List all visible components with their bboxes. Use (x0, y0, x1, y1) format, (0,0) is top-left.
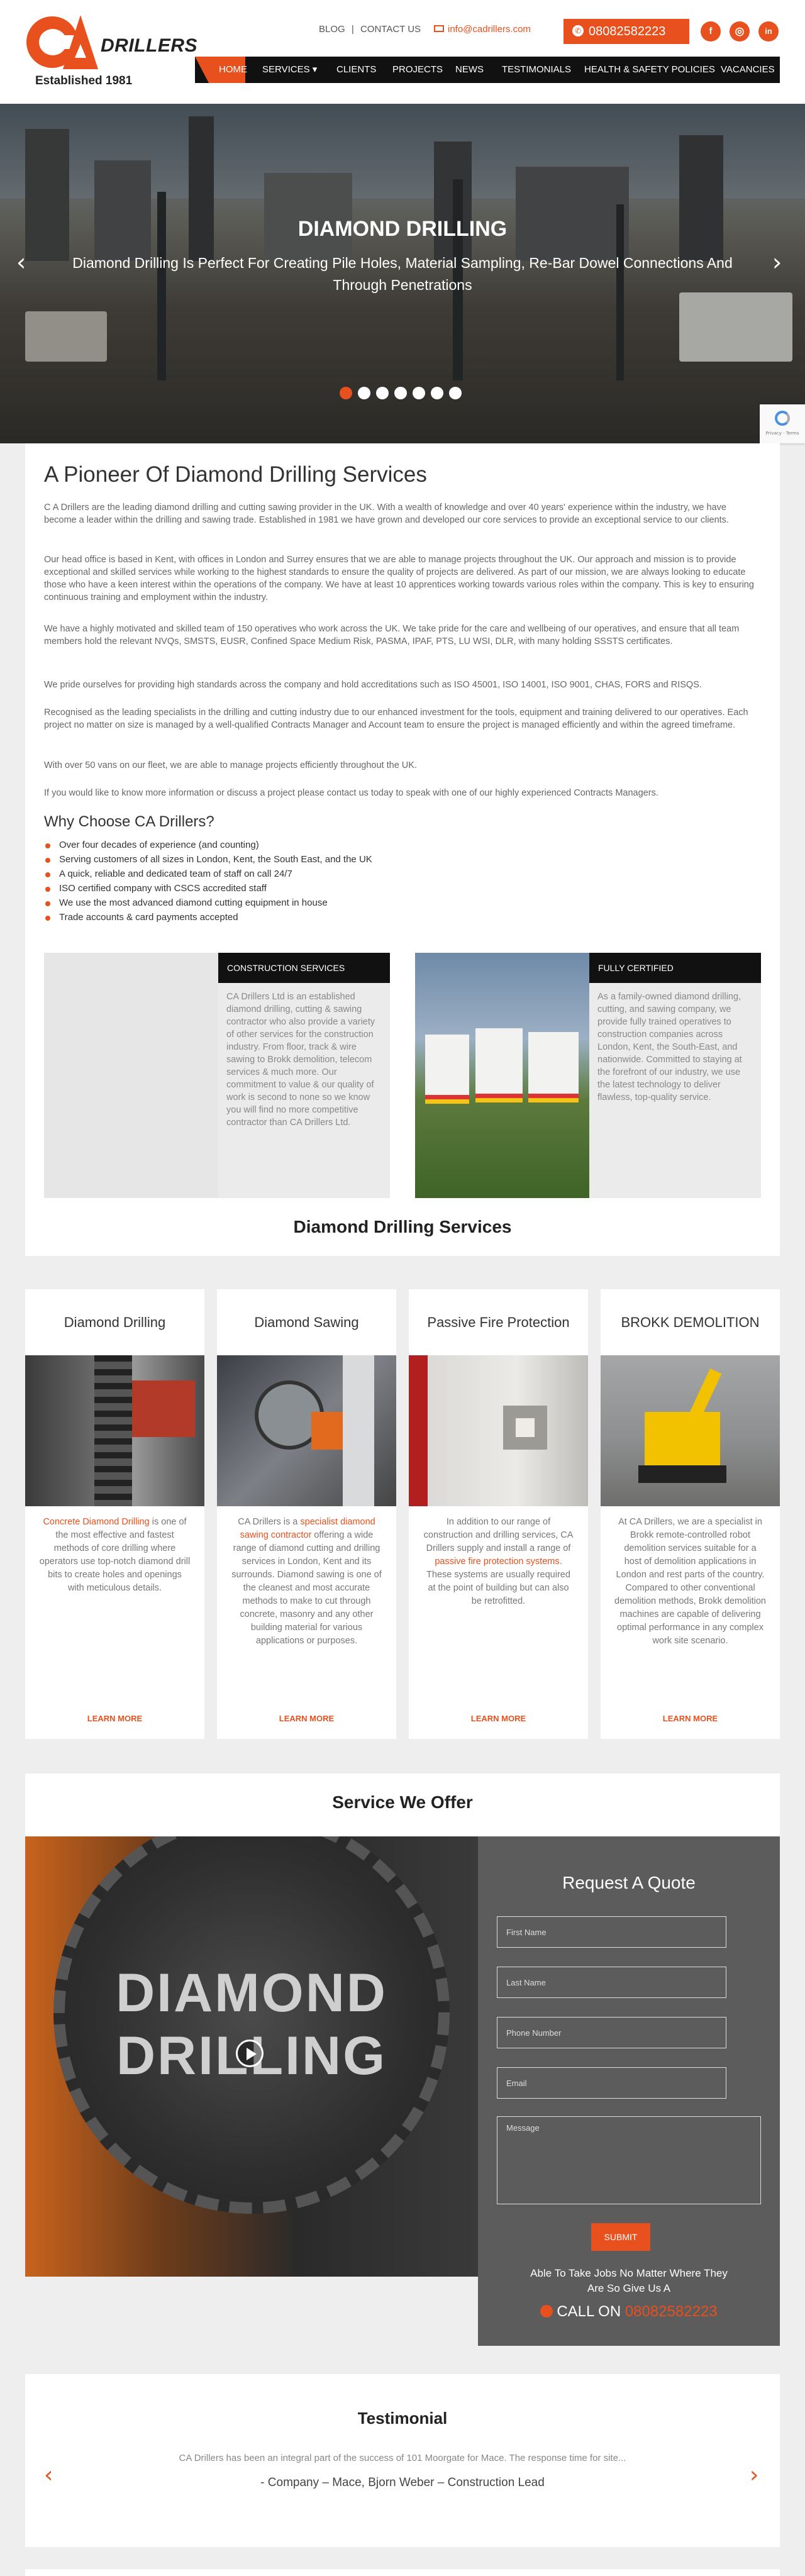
service-title: Diamond Drilling (64, 1314, 166, 1330)
intro-paragraph-5: Recognised as the leading specialists in the drilling and cutting industry due to our enhanced investment for the tools, equipment and training delivered to our operatives. Each project no matter on size is managed by a well-qualified Contracts Manager and Account team to ensure the project is managed efficiently and within the agreed timeframe. (44, 708, 748, 730)
service-description: At CA Drillers, we are a specialist in Brokk remote-controlled robot demolition services suitable for a host of demolition applications in London and rest parts of the country. Compared to other conventional demolition methods, Brokk demolition machines are capable of delivering optimal performance in any complex work site scenario. (614, 1517, 766, 1646)
logo-wordmark: DRILLERS (101, 35, 197, 56)
email-address: info@cadrillers.com (448, 24, 531, 35)
intro-title: A Pioneer Of Diamond Drilling Services (44, 462, 427, 487)
ca-drillers-logo[interactable] (26, 13, 197, 94)
list-item: Trade accounts & card payments accepted (44, 912, 372, 926)
facebook-icon[interactable]: f (701, 21, 721, 42)
list-item: ISO certified company with CSCS accredited staff (44, 883, 372, 897)
services-heading: Diamond Drilling Services (293, 1217, 512, 1236)
intro-paragraph-6: With over 50 vans on our fleet, we are able to manage projects efficiently throughout the UK. (44, 760, 417, 770)
service-card-diamond-sawing (217, 1289, 396, 1739)
quote-title: Request A Quote (562, 1873, 696, 1892)
video-title-line-2: DRILLING (116, 2026, 387, 2086)
nav-item-vacancies[interactable]: VACANCIES (721, 64, 775, 75)
feature-title: CONSTRUCTION SERVICES (218, 953, 390, 983)
nav-item-testimonials[interactable]: TESTIMONIALS (502, 64, 572, 75)
request-quote-form (478, 1836, 780, 2346)
list-item: We use the most advanced diamond cutting equipment in house (44, 897, 372, 912)
video-player[interactable] (25, 1836, 478, 2277)
diamond-sawing-image (217, 1355, 396, 1506)
testimonial-section (25, 2374, 780, 2547)
service-title: Diamond Sawing (254, 1314, 359, 1330)
top-links (319, 24, 425, 35)
testimonial-prev-arrow-icon[interactable]: ‹ (44, 2462, 53, 2488)
phone-number: 08082582223 (589, 25, 666, 38)
envelope-icon (434, 25, 444, 32)
phone-icon (540, 2305, 553, 2318)
hero-title: DIAMOND DRILLING (297, 217, 508, 241)
why-choose-title: Why Choose CA Drillers? (44, 813, 214, 830)
site-header (0, 0, 805, 104)
instagram-icon[interactable]: ◎ (730, 21, 750, 42)
construction-services-feature (44, 953, 390, 1198)
learn-more-link[interactable]: LEARN MORE (279, 1714, 335, 1723)
feature-text: CA Drillers Ltd is an established diamond drilling, cutting & sawing contractor who also provide a variety of other services for the construction industry. From floor, track & wire sawing to Brokk demolition, telecom services & much more. Our commitment to value & our quality of work is second to none so we know you will find no more competitive contractor than CA Drillers Ltd. (226, 992, 375, 1128)
blog-link[interactable]: BLOG (319, 24, 345, 35)
quote-note: Able To Take Jobs No Matter Where They Are So Give Us A (530, 2267, 728, 2294)
intro-paragraph-4: We pride ourselves for providing high standards across the company and hold accreditations such as ISO 45001, ISO 14001, ISO 9001, CHAS, FORS and RISQS. (44, 680, 702, 690)
service-card-diamond-drilling (25, 1289, 204, 1739)
learn-more-link[interactable]: LEARN MORE (87, 1714, 143, 1723)
slide-dot-4[interactable] (394, 387, 407, 399)
intro-paragraph-7: If you would like to know more information or discuss a project please contact us today to speak with one of our highly experienced Contracts Managers. (44, 788, 658, 798)
service-title: Passive Fire Protection (427, 1314, 570, 1330)
hero-slider (0, 104, 805, 443)
linkedin-icon[interactable]: in (758, 21, 779, 42)
slide-dot-6[interactable] (431, 387, 443, 399)
slide-dot-7[interactable] (449, 387, 462, 399)
contact-us-link[interactable]: CONTACT US (360, 24, 421, 35)
last-name-field[interactable] (497, 1967, 726, 1998)
learn-more-link[interactable]: LEARN MORE (470, 1714, 526, 1723)
phone-button[interactable] (564, 19, 689, 44)
logo-established: Established 1981 (35, 74, 133, 87)
hero-next-arrow-icon[interactable]: › (772, 248, 782, 276)
list-item: Over four decades of experience (and counting) (44, 840, 372, 854)
link-separator: | (351, 24, 354, 35)
phone-field[interactable] (497, 2017, 726, 2048)
nav-item-home[interactable]: HOME (219, 64, 247, 75)
nav-item-services[interactable]: SERVICES ▾ (262, 64, 318, 75)
specialist-sawing-link[interactable]: specialist diamond sawing contractor (240, 1517, 375, 1540)
main-nav (195, 57, 780, 83)
feature-text: As a family-owned diamond drilling, cutting, and sawing company, we provide fully trained operatives to construction companies across London, Kent, the South-East, and nationwide. Committed to staying at the forefront of our industry, we use the latest technology to deliver flawless, top-quality service. (597, 992, 742, 1102)
diamond-drilling-image (25, 1355, 204, 1506)
fully-certified-feature (415, 953, 761, 1198)
recaptcha-icon (775, 411, 790, 426)
concrete-diamond-drilling-link[interactable]: Concrete Diamond Drilling (43, 1517, 150, 1527)
nav-item-projects[interactable]: PROJECTS (392, 64, 443, 75)
recaptcha-links[interactable]: Privacy - Terms (765, 431, 799, 436)
service-card-passive-fire-protection (409, 1289, 588, 1739)
nav-item-news[interactable]: NEWS (455, 64, 484, 75)
testimonial-quote: CA Drillers has been an integral part of the success of 101 Moorgate for Mace. The response time for site... (179, 2453, 626, 2463)
service-description: Concrete Diamond Drilling is one of the most effective and fastest methods of core drilling where operators use top-notch diamond drill bits to create holes and openings with meticulous details. (39, 1517, 191, 1593)
intro-paragraph-2: Our head office is based in Kent, with offices in London and Surrey ensures that we are able to manage projects throughout the UK. Our approach and mission is to provide exceptional and skilled services while working to the highest standards to ensure the quality of projects are delivered. As part of our mission, we are always looking to educate those who have a keen interest within the operations of the company. We have at least 10 apprentices working towards various roles within the company. This is key to ensuring continuous training and employment within the industry. (44, 555, 754, 602)
passive-fire-image (409, 1355, 588, 1506)
intro-paragraph-3: We have a highly motivated and skilled team of 150 operatives who work across the UK. We take pride for the care and wellbeing of our operatives, and ensure that all team members hold the relevant NVQs, SMSTS, EUSR, Confined Space Medium Risk, PASMA, IPAF, PTS, LU WSI, DLR, with many holding SSSTS certificates. (44, 624, 740, 647)
call-number-link[interactable]: 08082582223 (625, 2303, 718, 2320)
video-title-line-1: DIAMOND (116, 1963, 387, 2023)
list-item: A quick, reliable and dedicated team of staff on call 24/7 (44, 869, 372, 883)
testimonial-next-arrow-icon[interactable]: › (750, 2462, 759, 2488)
nav-item-clients[interactable]: CLIENTS (336, 64, 377, 75)
first-name-field[interactable] (497, 1916, 726, 1948)
logo-mark (26, 13, 96, 75)
why-choose-list (44, 840, 372, 926)
hero-prev-arrow-icon[interactable]: ‹ (16, 248, 26, 276)
passive-fire-link[interactable]: passive fire protection systems (435, 1557, 560, 1567)
service-card-brokk-demolition (601, 1289, 780, 1739)
play-icon[interactable] (236, 2040, 264, 2067)
intro-paragraph-1: C A Drillers are the leading diamond drilling and cutting sawing provider in the UK. With a wealth of knowledge and over 40 years' experience within the industry, we have become a leader within the drilling and sawing trade. Established in 1981 we have grown and developed our core services to provide an exceptional service to our clients. (44, 502, 729, 525)
brokk-machine-image (601, 1355, 780, 1506)
email-field[interactable] (497, 2067, 726, 2099)
feature-title: FULLY CERTIFIED (589, 953, 761, 983)
testimonial-title: Testimonial (357, 2409, 448, 2428)
slide-dot-5[interactable] (413, 387, 425, 399)
recaptcha-badge[interactable] (760, 404, 805, 443)
service-title: BROKK DEMOLITION (621, 1314, 760, 1330)
service-description: In addition to our range of construction and drilling services, CA Drillers supply and install a range of passive fire protection systems. These systems are usually required at the point of building but can also be retrofitted. (423, 1517, 574, 1606)
message-field[interactable] (497, 2116, 761, 2204)
service-we-offer-title: Service We Offer (332, 1792, 473, 1812)
phone-icon: ✆ (572, 25, 584, 36)
service-we-offer-header (25, 1774, 780, 1836)
list-item: Serving customers of all sizes in London, Kent, the South East, and the UK (44, 854, 372, 869)
learn-more-link[interactable]: LEARN MORE (662, 1714, 718, 1723)
van-fleet-image (415, 953, 589, 1198)
hero-subtitle: Diamond Drilling Is Perfect For Creating Pile Holes, Material Sampling, Re-Bar Dowel Connections And Through Penetrations (72, 255, 733, 293)
slide-dot-1[interactable] (340, 387, 352, 399)
testimonial-author: - Company – Mace, Bjorn Weber – Construction Lead (260, 2476, 545, 2489)
call-line (478, 2303, 780, 2321)
service-description: CA Drillers is a specialist diamond sawing contractor offering a wide range of diamond cutting and drilling services in London, Kent and its surrounds. Diamond sawing is one of the cleanest and most accurate methods to make to cut through concrete, masonry and any other building material for various applications or purposes. (231, 1517, 382, 1646)
call-label: CALL ON (557, 2303, 621, 2320)
nav-item-health-safety[interactable]: HEALTH & SAFETY POLICIES (584, 64, 715, 75)
email-link[interactable] (434, 24, 531, 35)
submit-button[interactable]: SUBMIT (591, 2223, 650, 2251)
footer-edge (25, 2569, 780, 2576)
slide-dot-2[interactable] (358, 387, 370, 399)
slide-dot-3[interactable] (376, 387, 389, 399)
